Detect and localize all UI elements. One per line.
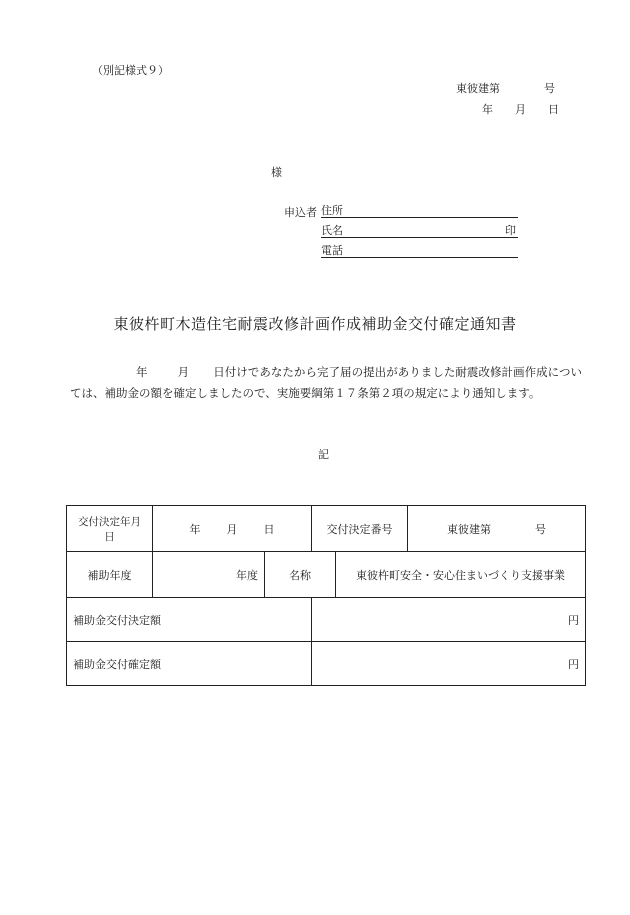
decision-number-label: 交付決定番号 [312, 506, 408, 552]
decision-date-label: 交付決定年月日 [67, 506, 153, 552]
confirmed-amount-value[interactable]: 円 [312, 642, 586, 686]
applicant-address-field[interactable] [321, 203, 518, 218]
ki-heading: 記 [318, 448, 329, 461]
decision-day: 日 [263, 522, 275, 536]
form-identifier: （別記様式９） [92, 64, 169, 77]
body-month: 月 [177, 365, 190, 379]
project-name-value: 東彼杵町安全・安心住まいづくり支援事業 [336, 552, 586, 598]
seal-mark: 印 [505, 224, 516, 237]
fiscal-year-label: 補助年度 [67, 552, 153, 598]
address-label: 住所 [321, 204, 343, 217]
document-title: 東彼杵町木造住宅耐震改修計画作成補助金交付確定通知書 [113, 315, 517, 333]
document-date: 年 月 日 [482, 103, 559, 116]
phone-label: 電話 [321, 244, 343, 257]
project-name-label: 名称 [265, 552, 336, 598]
table-row [67, 552, 586, 598]
applicant-phone-field[interactable] [321, 243, 518, 258]
decision-month: 月 [226, 522, 238, 536]
decision-date-value[interactable] [153, 506, 312, 552]
table-row [67, 598, 586, 642]
body-year: 年 [136, 365, 148, 379]
decided-amount-label: 補助金交付決定額 [67, 598, 312, 642]
confirmed-amount-label: 補助金交付確定額 [67, 642, 312, 686]
decided-amount-value[interactable]: 円 [312, 598, 586, 642]
fiscal-year-value[interactable]: 年度 [153, 552, 265, 598]
applicant-name-field[interactable] [321, 223, 518, 238]
body-paragraph [70, 362, 582, 404]
table-row [67, 506, 586, 552]
name-label: 氏名 [321, 224, 343, 237]
table-row [67, 642, 586, 686]
addressee-honorific: 様 [271, 166, 282, 179]
body-text: 日付けであなたから完了届の提出がありました耐震改修計画作成については、補助金の額を確定しましたので、実施要綱第１７条第２項の規定により通知します。 [70, 365, 583, 400]
decision-number-value[interactable]: 東彼建第 号 [408, 506, 586, 552]
decision-year: 年 [189, 522, 201, 536]
grant-details-table [66, 505, 586, 686]
document-number: 東彼建第 号 [456, 82, 555, 95]
applicant-label: 申込者 [284, 206, 317, 219]
